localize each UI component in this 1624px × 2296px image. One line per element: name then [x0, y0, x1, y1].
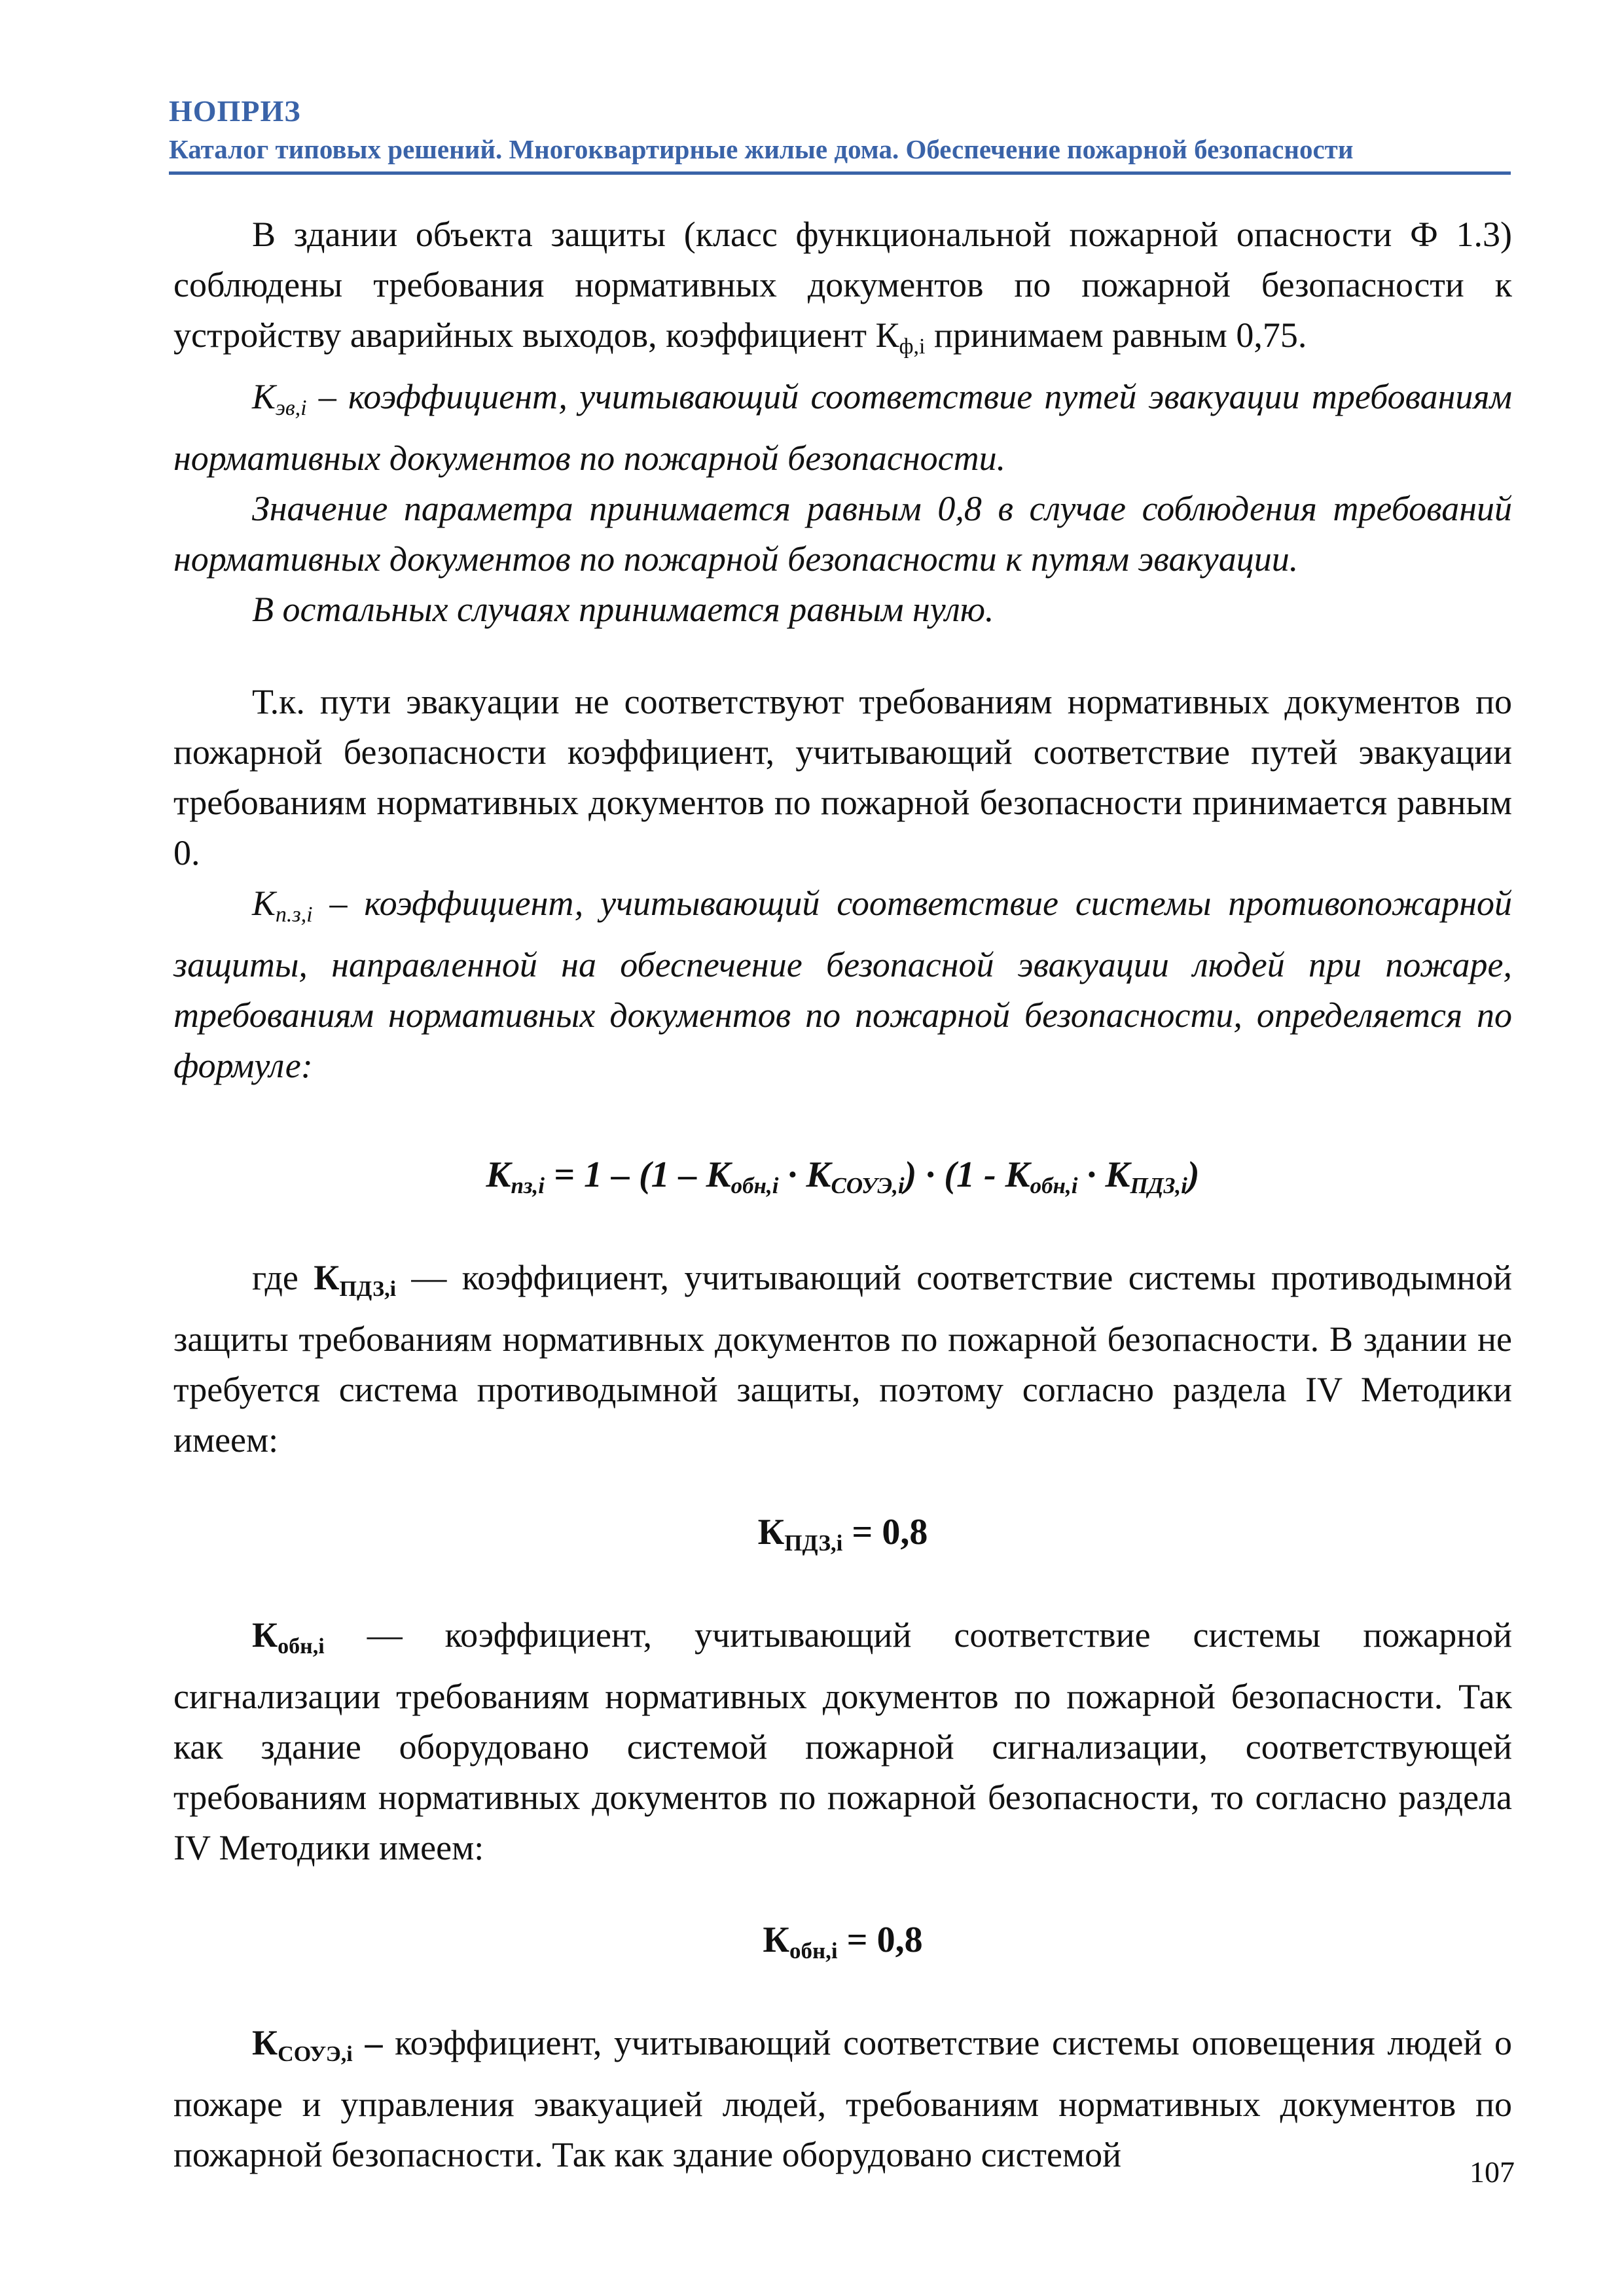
- header-org: НОПРИЗ: [169, 94, 301, 128]
- paragraph-exits: В здании объекта защиты (класс функциональной пожарной опасности Ф 1.3) соблюдены требования нормативных документов по пожарной безопасности к устройству аварийных выходов, коэффициент $К_{ф,i}$ принимаем равным 0,75.: [173, 215, 1512, 359]
- paragraph-k-ev-definition: $К_{эв,i}$ – коэффициент, учитывающий соответствие путей эвакуации требованиям нормативных документов по пожарной безопасности.: [173, 377, 1512, 478]
- paragraph-k-pz-definition: $К_{п.з,i}$ – коэффициент, учитывающий соответствие системы противопожарной защиты, направленной на обеспечение безопасной эвакуации людей при пожаре, требованиям нормативных документов по пожарной безопасности, определяется по формуле:: [173, 884, 1512, 1085]
- equation-k-pdz: $К_{ПДЗ,i} = 0,8$: [757, 1512, 928, 1556]
- formula-k-pz: $К_{пз,i} = 1 - (1 - К_{обн,i} \cdot К_{СОУЭ,i}) \cdot (1 - К_{обн,i} \cdot К_{ПДЗ,i})$: [486, 1155, 1200, 1198]
- paragraph-k-pdz: где $К_{ПДЗ,i}$ — коэффициент, учитывающий соответствие системы противодымной защиты требованиям нормативных документов по пожарной безопасности. В здании не требуется система противодымной защиты, поэтому согласно раздела IV Методики имеем:: [173, 1258, 1512, 1460]
- equation-k-obn: $К_{обн,i} = 0,8$: [763, 1920, 923, 1964]
- page-header: [169, 92, 1511, 168]
- paragraph-k-obn: $К_{обн,i}$ — коэффициент, учитывающий соответствие системы пожарной сигнализации требованиям нормативных документов по пожарной безопасности. Так как здание оборудовано системой пожарной сигнализации, соответствующей требованиям нормативных документов по пожарной безопасности, то согласно раздела IV Методики имеем:: [173, 1615, 1512, 1867]
- document-body: [173, 209, 1512, 2180]
- header-rule: [169, 171, 1511, 175]
- paragraph-k-ev-otherwise: В остальных случаях принимается равным нулю.: [252, 590, 994, 629]
- header-catalog-title: Каталог типовых решений. Многоквартирные жилые дома. Обеспечение пожарной безопасности: [169, 134, 1354, 164]
- page-number: 107: [1470, 2155, 1515, 2189]
- paragraph-k-soue: $К_{СОУЭ,i}$ – коэффициент, учитывающий соответствие системы оповещения людей о пожаре и управления эвакуацией людей, требованиям нормативных документов по пожарной безопасности. Так как здание оборудовано системой: [173, 2023, 1512, 2174]
- paragraph-evac-result: Т.к. пути эвакуации не соответствуют требованиям нормативных документов по пожарной безопасности коэффициент, учитывающий соответствие путей эвакуации требованиям нормативных документов по пожарной безопасности принимается равным 0.: [173, 682, 1512, 872]
- paragraph-k-ev-value: Значение параметра принимается равным 0,8 в случае соблюдения требований нормативных документов по пожарной безопасности к путям эвакуации.: [173, 489, 1512, 579]
